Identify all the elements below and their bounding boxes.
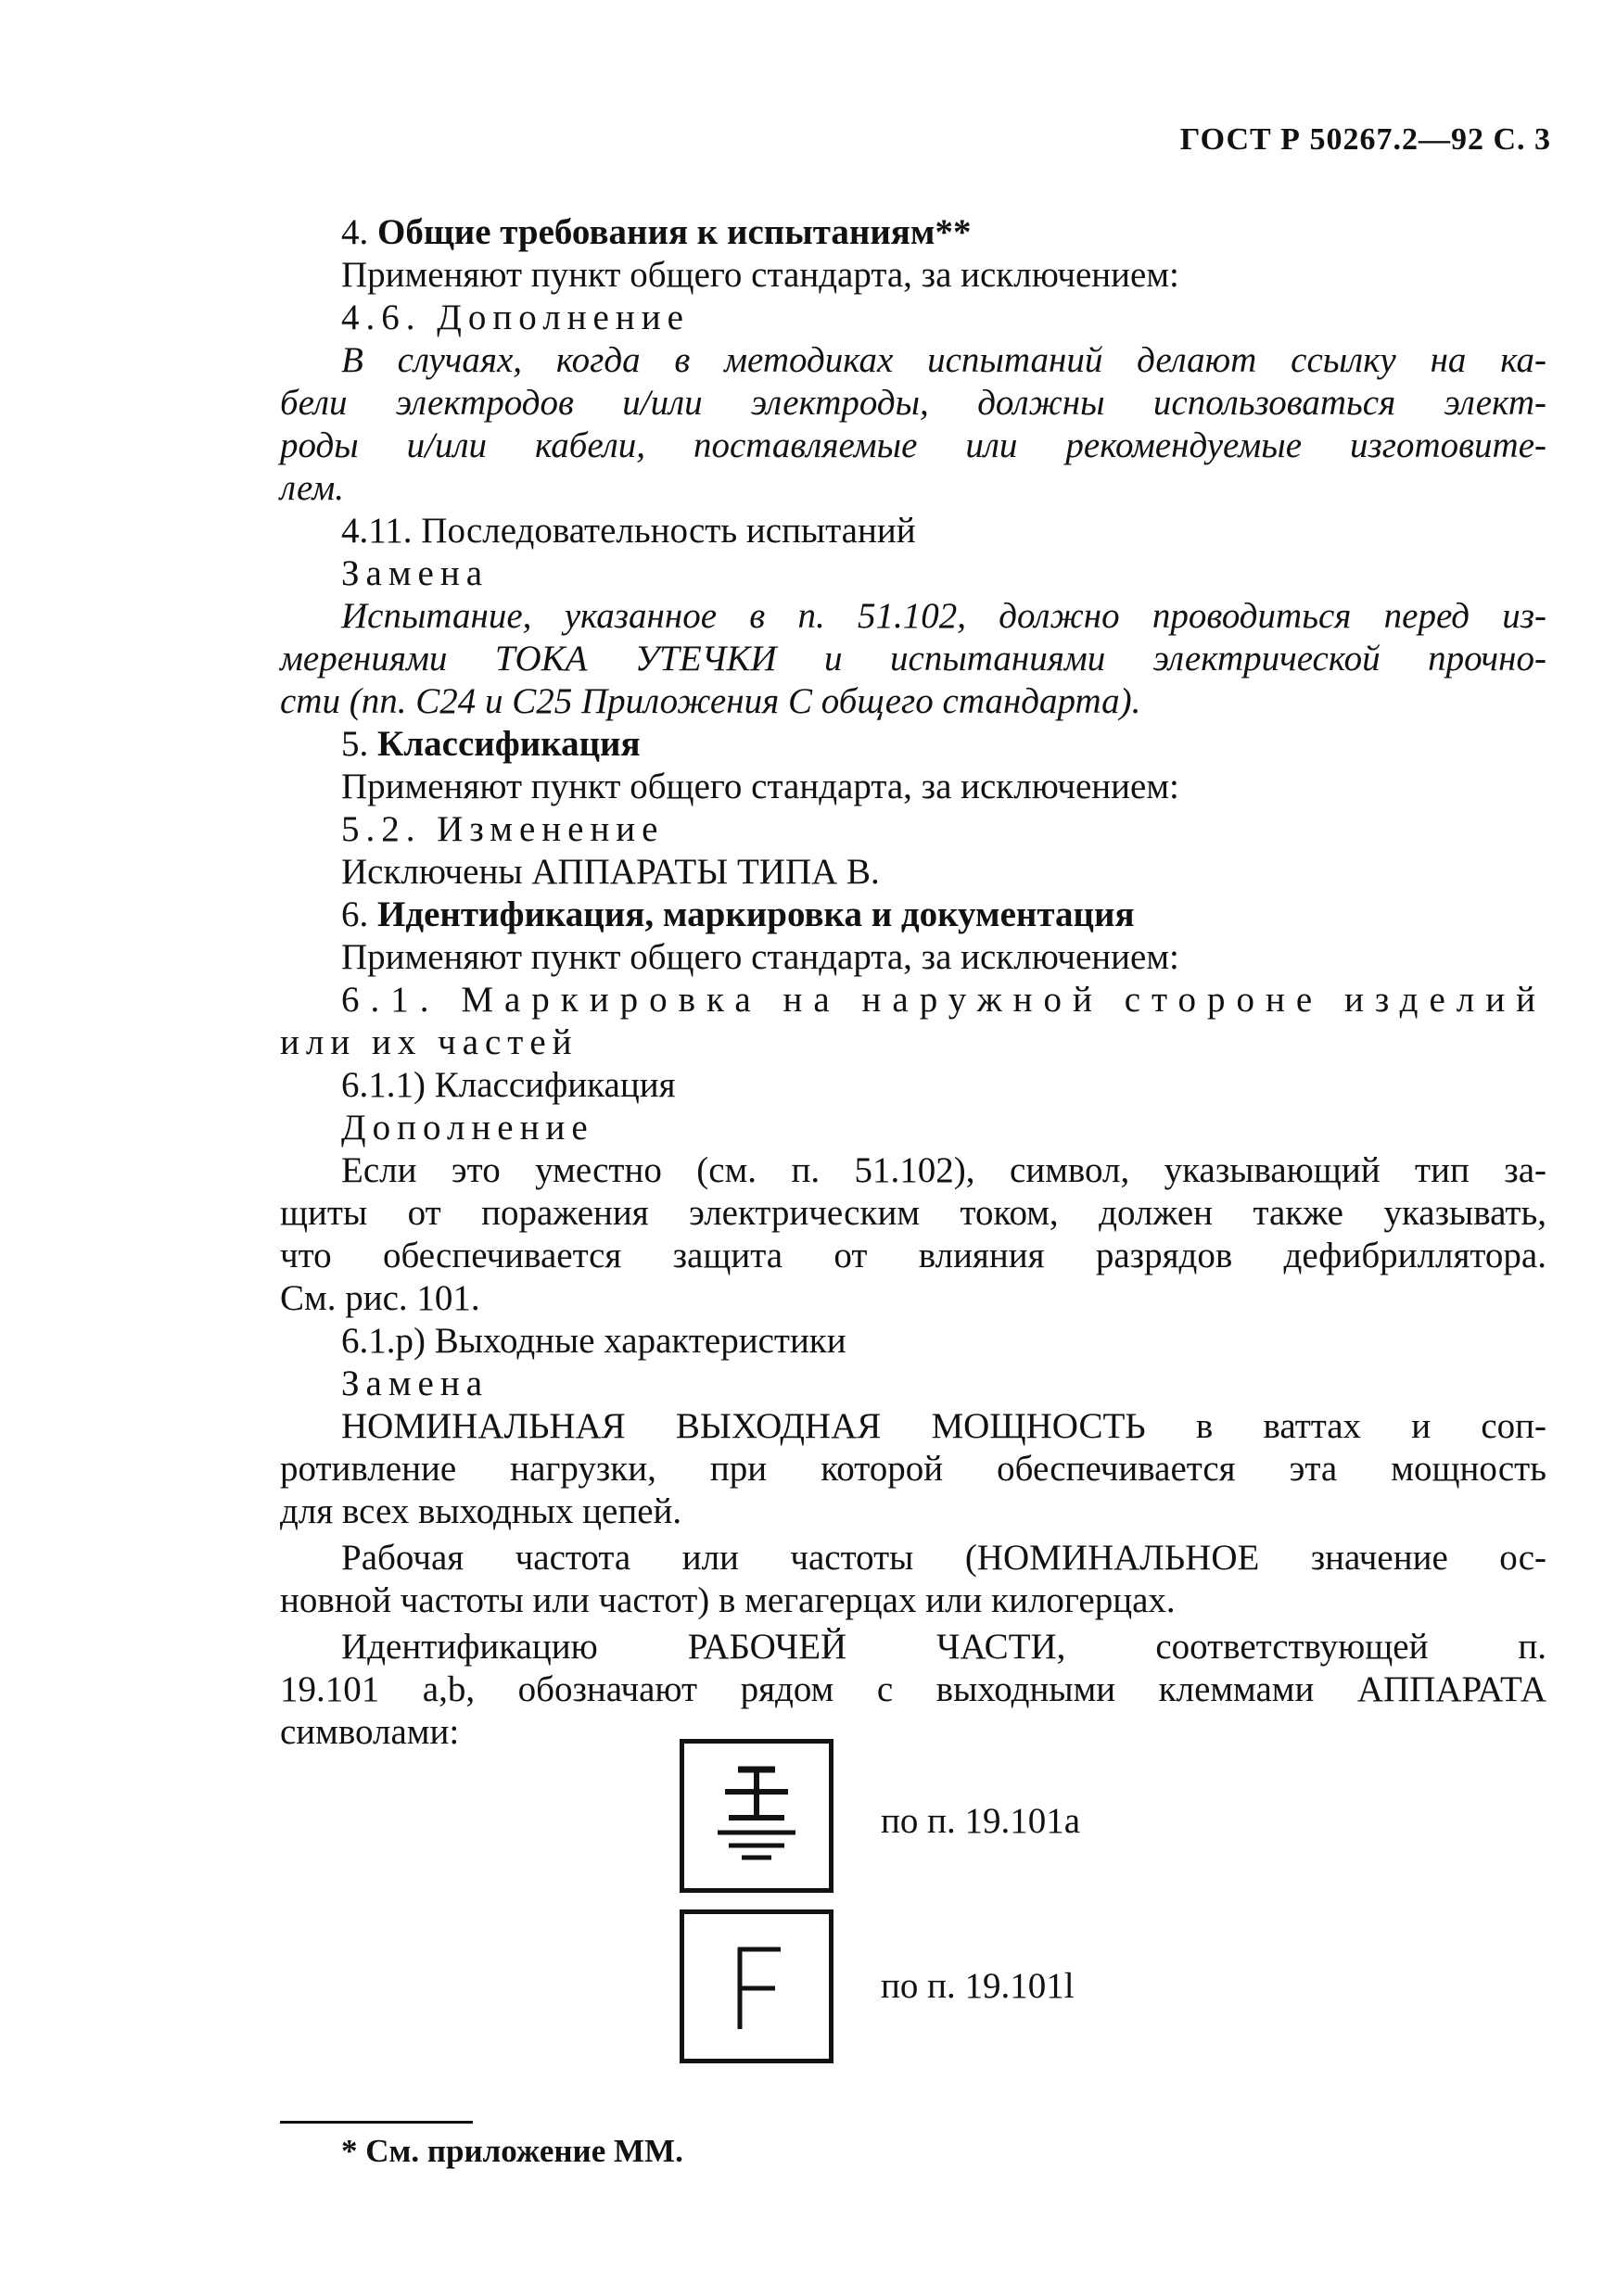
clause-4-6: 4.6. Дополнение: [341, 298, 690, 337]
clause-6-1-line: 6.1. Маркировка на наружной стороне изделий: [341, 980, 1546, 1020]
clause-6-1-p-text-line: символами:: [280, 1712, 460, 1752]
footnote: * См. приложение ММ.: [341, 2133, 683, 2169]
clause-6-1-1-text-line: щиты от поражения электрическим током, должен также указывать,: [280, 1193, 1546, 1233]
section-number: 4.: [341, 212, 369, 252]
symbol-1-label: по п. 19.101а: [881, 1801, 1081, 1841]
section-number: 5.: [341, 724, 369, 764]
section-5-heading: [341, 723, 641, 766]
clause-6-1-p-text-line: Рабочая частота или частоты (НОМИНАЛЬНОЕ значение ос-: [341, 1538, 1546, 1578]
clause-6-1-p-label: Замена: [341, 1364, 490, 1403]
clause-4-6-text-line: лем.: [280, 468, 344, 508]
section-6-applies: Применяют пункт общего стандарта, за исключением:: [341, 937, 1179, 977]
clause-6-1-1-label: Дополнение: [341, 1108, 594, 1148]
clause-4-6-text-line: роды и/или кабели, поставляемые или рекомендуемые изготовите-: [280, 425, 1546, 465]
section-5-applies: Применяют пункт общего стандарта, за исключением:: [341, 767, 1179, 806]
page-header: ГОСТ Р 50267.2—92 С. 3: [1179, 122, 1551, 157]
clause-6-1-1: 6.1.1) Классификация: [341, 1065, 676, 1105]
section-title: Классификация: [377, 724, 641, 764]
clause-6-1-1-text-line: что обеспечивается защита от влияния разрядов дефибриллятора.: [280, 1236, 1546, 1275]
footnote-divider: [280, 2121, 473, 2124]
symbol-2-label: по п. 19.101l: [881, 1966, 1075, 2006]
floating-f-symbol-drawing: [684, 1914, 829, 2059]
clause-6-1-p-text-line: для всех выходных цепей.: [280, 1491, 682, 1531]
clause-4-6-text-line: бели электродов и/или электроды, должны использоваться элект-: [280, 383, 1546, 423]
clause-4-11-label: Замена: [341, 553, 490, 593]
clause-6-1-p-text-line: ротивление нагрузки, при которой обеспечивается эта мощность: [280, 1449, 1546, 1489]
clause-6-1-line: или их частей: [280, 1022, 579, 1062]
clause-5-2-text: Исключены АППАРАТЫ ТИПА В.: [341, 852, 880, 892]
clause-6-1-1-text-line: См. рис. 101.: [280, 1278, 480, 1318]
clause-6-1-p-text-line: новной частоты или частот) в мегагерцах или килогерцах.: [280, 1580, 1176, 1620]
section-title: Идентификация, маркировка и документация: [377, 894, 1135, 934]
section-4-heading: [341, 211, 971, 254]
section-number: 6.: [341, 894, 369, 934]
section-title: Общие требования к испытаниям**: [377, 212, 972, 252]
clause-4-11: 4.11. Последовательность испытаний: [341, 511, 916, 551]
section-4-applies: Применяют пункт общего стандарта, за исключением:: [341, 255, 1179, 295]
clause-6-1-1-text-line: Если это уместно (см. п. 51.102), символ, указывающий тип за-: [341, 1150, 1546, 1190]
floating-f-symbol-icon: [680, 1909, 833, 2063]
clause-4-11-text-line: Испытание, указанное в п. 51.102, должно проводиться перед из-: [341, 596, 1546, 636]
section-6-heading: [341, 894, 1135, 936]
clause-6-1-p: 6.1.р) Выходные характеристики: [341, 1321, 846, 1361]
clause-4-6-text-line: В случаях, когда в методиках испытаний делают ссылку на ка-: [341, 340, 1546, 380]
clause-5-2: 5.2. Изменение: [341, 809, 665, 849]
clause-6-1-p-text-line: Идентификацию РАБОЧЕЙ ЧАСТИ, соответствующей п.: [341, 1627, 1546, 1667]
earth-ground-symbol-drawing: [684, 1744, 829, 1888]
earth-ground-symbol-icon: [680, 1739, 833, 1893]
clause-4-11-text-line: сти (пп. С24 и С25 Приложения С общего стандарта).: [280, 681, 1141, 721]
clause-6-1-p-text-line: 19.101 а,b, обозначают рядом с выходными клеммами АППАРАТА: [280, 1669, 1546, 1709]
clause-4-11-text-line: мерениями ТОКА УТЕЧКИ и испытаниями электрической прочно-: [280, 639, 1546, 679]
clause-6-1-p-text-line: НОМИНАЛЬНАЯ ВЫХОДНАЯ МОЩНОСТЬ в ваттах и соп-: [341, 1406, 1546, 1446]
